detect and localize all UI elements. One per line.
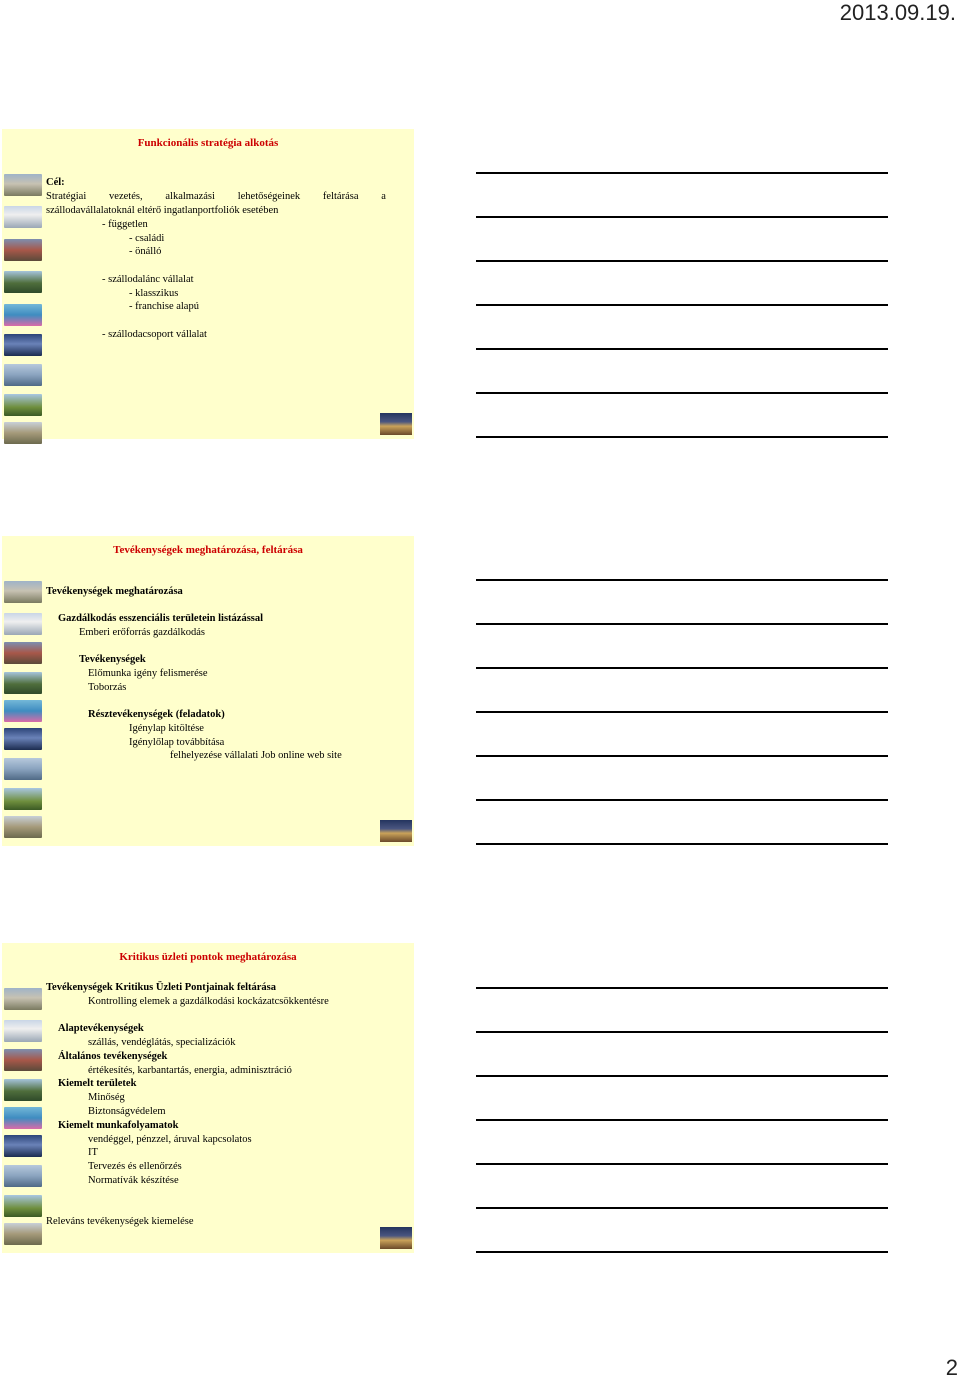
hotel-thumbnail — [4, 581, 42, 603]
subheading: Tevékenységek — [79, 654, 146, 665]
subheading-text: Emberi erőforrás gazdálkodás — [79, 627, 205, 638]
hotel-thumbnail — [4, 642, 42, 664]
hotel-thumbnail — [4, 334, 42, 356]
list-item: Igénylap kitöltése — [129, 723, 204, 734]
hotel-thumbnail — [4, 988, 42, 1010]
notes-line — [476, 304, 888, 306]
hotel-thumbnail — [4, 1079, 42, 1101]
hotel-thumbnail — [4, 364, 42, 386]
notes-line — [476, 755, 888, 757]
hotel-thumbnail — [4, 1165, 42, 1187]
section-heading: Tevékenységek Kritikus Üzleti Pontjainak feltárása — [46, 982, 277, 993]
list-item: Minőség — [88, 1092, 125, 1103]
hotel-thumbnail — [4, 613, 42, 635]
notes-line — [476, 348, 888, 350]
notes-line — [476, 216, 888, 218]
list-item: Előmunka igény felismerése — [88, 668, 208, 679]
notes-line — [476, 436, 888, 438]
hotel-thumbnail — [4, 788, 42, 810]
goal-label: Cél: — [46, 177, 65, 188]
hotel-thumbnail — [4, 239, 42, 261]
list-item: Biztonságvédelem — [88, 1106, 166, 1117]
hotel-thumbnail — [4, 1223, 42, 1245]
intro-word: Stratégiai — [46, 191, 87, 202]
list-item: - szállodacsoport vállalat — [102, 329, 207, 340]
corner-logo-image — [380, 413, 412, 435]
notes-line — [476, 1031, 888, 1033]
notes-line — [476, 579, 888, 581]
notes-line — [476, 799, 888, 801]
list-item: - franchise alapú — [129, 301, 199, 312]
list-item: - családi — [129, 233, 165, 244]
hotel-thumbnail — [4, 758, 42, 780]
list-item: - szállodalánc vállalat — [102, 274, 194, 285]
list-item: vendéggel, pénzzel, áruval kapcsolatos — [88, 1134, 252, 1145]
slide-title: Kritikus üzleti pontok meghatározása — [119, 951, 297, 963]
notes-line — [476, 843, 888, 845]
notes-line — [476, 260, 888, 262]
notes-line — [476, 1163, 888, 1165]
notes-line — [476, 392, 888, 394]
group-heading: Kiemelt munkafolyamatok — [58, 1120, 179, 1131]
hotel-thumbnail — [4, 1020, 42, 1042]
closing-text: Releváns tevékenységek kiemelése — [46, 1216, 194, 1227]
intro-line-1 — [46, 190, 386, 204]
section-heading-text: Kontrolling elemek a gazdálkodási kockázatcsökkentésre — [88, 996, 329, 1007]
list-item: - önálló — [129, 246, 162, 257]
intro-word: lehetőségeinek — [237, 191, 301, 202]
hotel-thumbnail — [4, 700, 42, 722]
slide-2 — [2, 536, 414, 846]
notes-line — [476, 667, 888, 669]
hotel-thumbnail — [4, 728, 42, 750]
group-text: értékesítés, karbantartás, energia, adminisztráció — [88, 1065, 292, 1076]
intro-line-2: szállodavállalatoknál eltérő ingatlanportfoliók esetében — [46, 205, 279, 216]
page-number: 2 — [945, 1355, 958, 1380]
intro-word: a — [381, 191, 386, 202]
hotel-thumbnail — [4, 816, 42, 838]
group-text: szállás, vendéglátás, specializációk — [88, 1037, 236, 1048]
hotel-thumbnail — [4, 1049, 42, 1071]
intro-word: alkalmazási — [165, 191, 215, 202]
hotel-thumbnail — [4, 304, 42, 326]
group-heading: Alaptevékenységek — [58, 1023, 144, 1034]
section-heading: Tevékenységek meghatározása — [46, 586, 183, 597]
list-item: Toborzás — [88, 682, 127, 693]
hotel-thumbnail — [4, 672, 42, 694]
group-heading: Kiemelt területek — [58, 1078, 137, 1089]
hotel-thumbnail — [4, 422, 42, 444]
subheading: Résztevékenységek (feladatok) — [88, 709, 225, 720]
hotel-thumbnail — [4, 394, 42, 416]
slide-3 — [2, 943, 414, 1253]
hotel-thumbnail — [4, 1195, 42, 1217]
notes-line — [476, 1207, 888, 1209]
list-item: - klasszikus — [129, 288, 179, 299]
notes-line — [476, 1251, 888, 1253]
slide-title: Tevékenységek meghatározása, feltárása — [113, 544, 303, 556]
hotel-thumbnail — [4, 271, 42, 293]
notes-line — [476, 172, 888, 174]
slide-1 — [2, 129, 414, 439]
list-item-detail: felhelyezése vállalati Job online web site — [170, 750, 342, 761]
list-item: Igénylőlap továbbítása — [129, 737, 225, 748]
list-item: - független — [102, 219, 148, 230]
list-item: Tervezés és ellenőrzés — [88, 1161, 182, 1172]
hotel-thumbnail — [4, 206, 42, 228]
corner-logo-image — [380, 820, 412, 842]
header-date: 2013.09.19. — [839, 0, 956, 25]
notes-line — [476, 1075, 888, 1077]
list-item: Normatívák készítése — [88, 1175, 179, 1186]
hotel-thumbnail — [4, 174, 42, 196]
intro-word: vezetés, — [109, 191, 143, 202]
hotel-thumbnail — [4, 1135, 42, 1157]
group-heading: Általános tevékenységek — [58, 1051, 168, 1062]
corner-logo-image — [380, 1227, 412, 1249]
list-item: IT — [88, 1147, 98, 1158]
hotel-thumbnail — [4, 1107, 42, 1129]
notes-line — [476, 623, 888, 625]
intro-word: feltárása — [322, 191, 359, 202]
subheading: Gazdálkodás esszenciális területein listázással — [58, 613, 264, 624]
notes-line — [476, 1119, 888, 1121]
notes-line — [476, 987, 888, 989]
slide-title: Funkcionális stratégia alkotás — [137, 137, 279, 149]
notes-line — [476, 711, 888, 713]
